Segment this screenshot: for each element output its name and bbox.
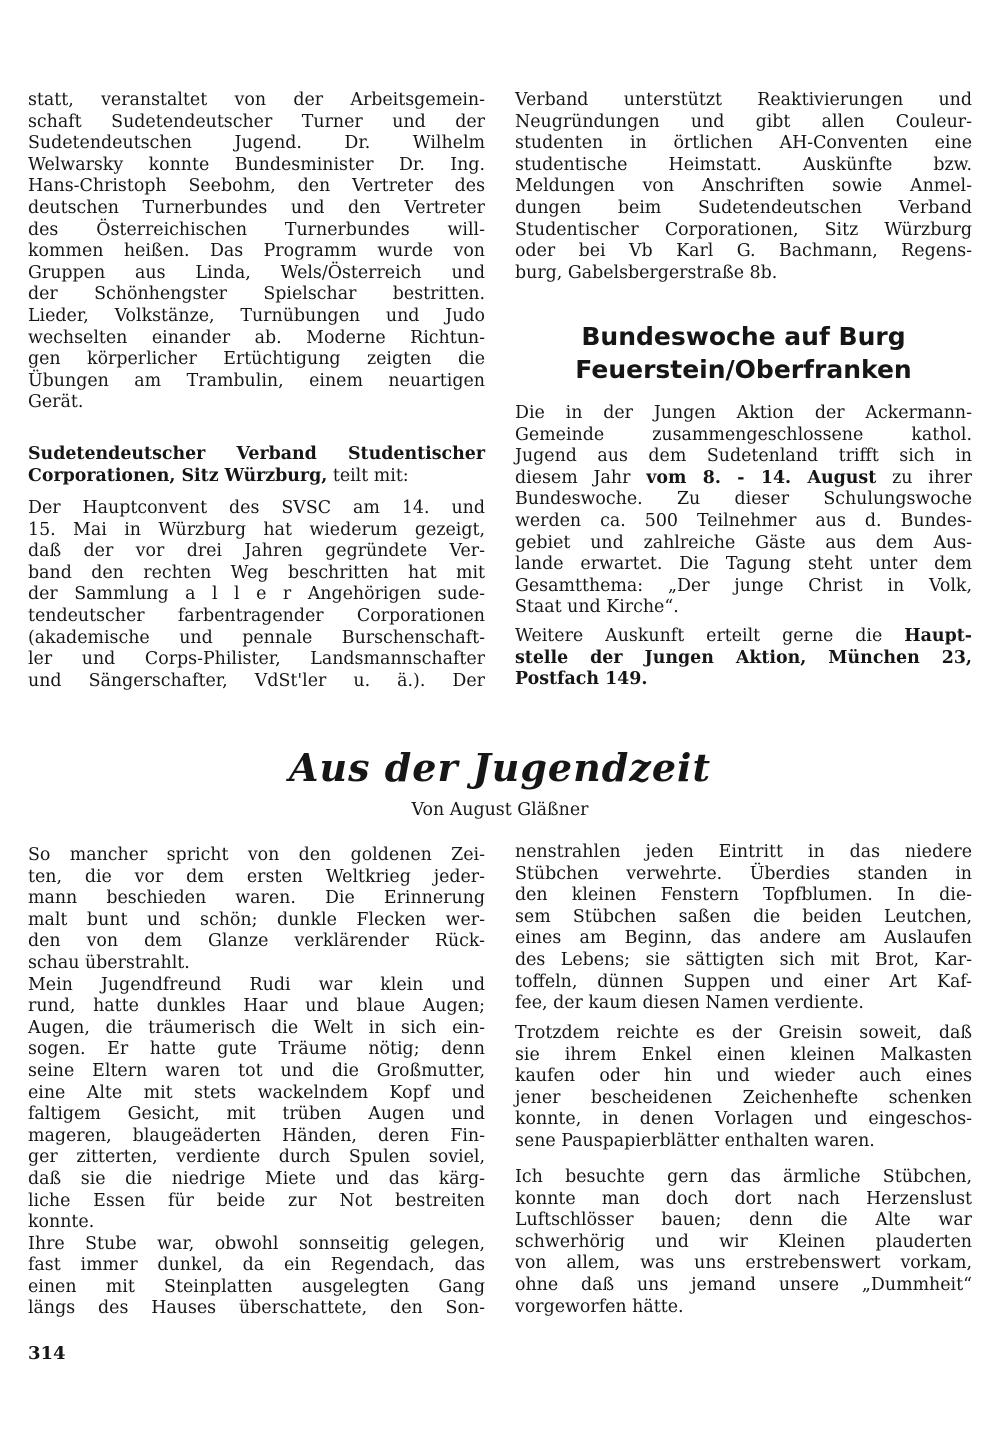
text-span: teilt mit: [327,465,409,486]
text-line: Bundeswoche. Zu dieser Schulungswoche [515,489,972,510]
text-block-bundeswoche-text [515,403,972,619]
text-line: mann beschieden waren. Die Erinnerung [28,888,485,909]
text-line: sogen. Er hatte gute Träume nötig; denn [28,1039,485,1060]
text-block-svsc-heading [28,444,485,487]
text-line: kaufen oder hin und wieder auch eines [515,1066,972,1087]
text-block-left-top [28,90,485,414]
text-line: schaft Sudetendeutscher Turner und der [28,111,485,132]
text-line: fast immer dunkel, da ein Regendach, das [28,1255,485,1276]
text-line: ler und Corps-Philister, Landsmannschafter [28,649,485,670]
text-line: Meldungen von Anschriften sowie Anmel- [515,176,972,197]
text-line [515,669,972,691]
bold-text: Sudetendeutscher Verband Studentischer [28,444,485,464]
text-line: längs des Hauses überschattete, den Son- [28,1298,485,1319]
text-line: dungen beim Sudetendeutschen Verband [515,197,972,218]
text-line: (akademische und pennale Burschenschaft- [28,627,485,648]
text-line: der Schönhengster Spielschar bestritten. [28,284,485,305]
text-line: daß sie die niedrige Miete und das kärg- [28,1168,485,1189]
text-line: sene Pauspapierblätter enthalten waren. [515,1130,875,1151]
text-line: Augen, die träumerisch die Welt in sich ein- [28,1017,485,1038]
text-line: statt, veranstaltet von der Arbeitsgemein- [28,90,485,110]
text-line: Studentischer Corporationen, Sitz Würzburg [515,219,972,240]
text-line: vorgeworfen hätte. [515,1296,684,1317]
text-line: schwerhörig und wir Kleinen plauderten [515,1231,972,1252]
text-line: Der Hauptconvent des SVSC am 14. und [28,498,485,518]
text-line: lande erwartet. Die Tagung steht unter dem [515,554,972,575]
text-line: den von dem Glanze verklärender Rück- [28,931,485,952]
text-block-story-right-1 [515,842,972,1015]
text-line: Welwarsky konnte Bundesminister Dr. Ing. [28,154,485,175]
text-line: malt bunt und schön; dunkle Flecken wer- [28,909,485,930]
text-line: von allem, was uns erstrebenswert vorkam, [515,1253,972,1274]
text-line: rund, hatte dunkles Haar und blaue Augen; [28,996,485,1017]
text-line: Gerät. [28,392,84,413]
text-line: Übungen am Trambulin, einem neuartigen [28,370,485,391]
text-line: und Sängerschafter, VdSt'ler u. ä.). Der [28,670,485,691]
text-line: den kleinen Fenstern Topfblumen. In die- [515,885,972,906]
text-span: diesem Jahr [515,467,647,488]
text-line: So mancher spricht von den goldenen Zei- [28,845,485,865]
text-line: gen körperlicher Ertüchtigung zeigten die [28,349,485,370]
text-line: werden ca. 500 Teilnehmer aus d. Bundes- [515,510,972,531]
text-line: sem Stübchen saßen die beiden Leutchen, [515,906,972,927]
text-line: studenten in örtlichen AH-Conventen eine [515,133,972,154]
bold-text: stelle der Jungen Aktion, München 23, [515,647,972,668]
text-line: des Österreichischen Turnerbundes will- [28,219,485,240]
text-line: toffeln, dünnen Suppen und einer Art Kaf- [515,971,972,992]
text-line: wechselten einander ab. Moderne Richtun- [28,327,485,348]
text-line: einen mit Steinplatten ausgelegten Gang [28,1276,485,1297]
text-line: Gemeinde zusammengeschlossene kathol. [515,424,972,445]
text-line: eine Alte mit stets wackelndem Kopf und [28,1082,485,1103]
text-line: konnte. [28,1212,95,1233]
text-line: 15. Mai in Würzburg hat wiederum gezeigt, [28,519,485,540]
text-line: burg, Gabelsbergerstraße 8b. [515,262,778,283]
text-line: Gruppen aus Linda, Wels/Österreich und [28,262,485,283]
text-line: faltigem Gesicht, mit trüben Augen und [28,1104,485,1125]
text-line: sie ihrem Enkel einen kleinen Malkasten [515,1044,972,1065]
page-number: 314 [28,1343,66,1364]
text-line [515,626,972,648]
text-line: ohne daß uns jemand unsere „Dummheit“ [515,1274,972,1295]
text-line: liche Essen für beide zur Not bestreiten [28,1190,485,1211]
text-line: Jugend aus dem Sudetenland trifft sich in [515,446,972,467]
text-line: Mein Jugendfreund Rudi war klein und [28,974,485,995]
text-block-svsc-text [28,498,485,692]
text-span: zu ihrer [876,467,972,488]
text-line: ten, die vor dem ersten Weltkrieg jeder- [28,866,485,887]
text-line: Hans-Christoph Seebohm, den Vertreter des [28,176,485,197]
text-line: schau überstrahlt. [28,952,190,973]
text-line: eines am Beginn, das andere am Auslaufen [515,928,972,949]
text-line [515,468,972,490]
text-line: jener bescheidenen Zeichenhefte schenken [515,1087,972,1108]
text-span: Weitere Auskunft erteilt gerne die [515,626,905,646]
text-line: deutschen Turnerbundes und den Vertreter [28,197,485,218]
text-line: Luftschlösser bauen; denn die Alte war [515,1210,972,1231]
bold-text: Corporationen, Sitz Würzburg, [28,465,328,486]
text-line: gebiet und zahlreiche Gäste aus dem Aus- [515,532,972,553]
bold-text: Haupt- [904,626,972,646]
section-heading-bundeswoche [515,320,972,386]
heading-line: Bundeswoche auf Burg [581,322,906,351]
text-line: nenstrahlen jeden Eintritt in das niedere [515,842,972,862]
text-line [28,444,485,466]
text-line: des Lebens; sie sättigten sich mit Brot, Kar- [515,949,972,970]
text-line: konnte, in denen Vorlagen und eingeschos- [515,1109,972,1130]
text-block-right-top [515,90,972,284]
bold-text: vom 8. - 14. August [646,467,877,488]
text-line: ger zitterten, verdiente durch Spulen soviel, [28,1147,485,1168]
text-line: Ihre Stube war, obwohl sonnseitig gelegen, [28,1233,485,1254]
heading-line: Feuerstein/Oberfranken [575,355,912,384]
text-line: daß der vor drei Jahren gegründete Ver- [28,541,485,562]
text-line: Verband unterstützt Reaktivierungen und [515,90,972,110]
text-line: studentische Heimstatt. Auskünfte bzw. [515,154,972,175]
text-line [28,466,485,488]
text-block-story-right-3 [515,1167,972,1318]
text-line: Lieder, Volkstänze, Turnübungen und Judo [28,305,485,326]
bold-text: Postfach 149. [515,669,648,690]
text-line: Staat und Kirche“. [515,597,679,618]
text-line [515,648,972,670]
text-line: Trotzdem reichte es der Greisin soweit, daß [515,1023,972,1043]
text-line: Gesamtthema: „Der junge Christ in Volk, [515,575,972,596]
text-line: Die in der Jungen Aktion der Ackermann- [515,403,972,423]
story-title: Aus der Jugendzeit [288,745,712,790]
text-block-story-left [28,845,485,1320]
text-line: mageren, blaugeäderten Händen, deren Fin- [28,1125,485,1146]
text-line: seine Eltern waren tot und die Großmutter, [28,1060,485,1081]
text-line: konnte man doch dort nach Herzenslust [515,1188,972,1209]
text-block-bundeswoche-contact [515,626,972,691]
text-block-story-right-2 [515,1023,972,1153]
text-line: band den rechten Weg beschritten hat mit [28,562,485,583]
text-line: kommen heißen. Das Programm wurde von [28,241,485,262]
text-line: oder bei Vb Karl G. Bachmann, Regens- [515,241,972,262]
text-line: tendeutscher farbentragender Corporationen [28,605,485,626]
text-line: Neugründungen und gibt allen Couleur- [515,111,972,132]
text-line: Stübchen verwehrte. Überdies standen in [515,863,972,884]
text-line: Ich besuchte gern das ärmliche Stübchen, [515,1167,972,1187]
story-byline: Von August Gläßner [411,800,589,820]
text-line: Sudetendeutschen Jugend. Dr. Wilhelm [28,133,485,154]
text-line: der Sammlung a l l e r Angehörigen sude- [28,584,485,605]
text-line: fee, der kaum diesen Namen verdiente. [515,993,864,1014]
